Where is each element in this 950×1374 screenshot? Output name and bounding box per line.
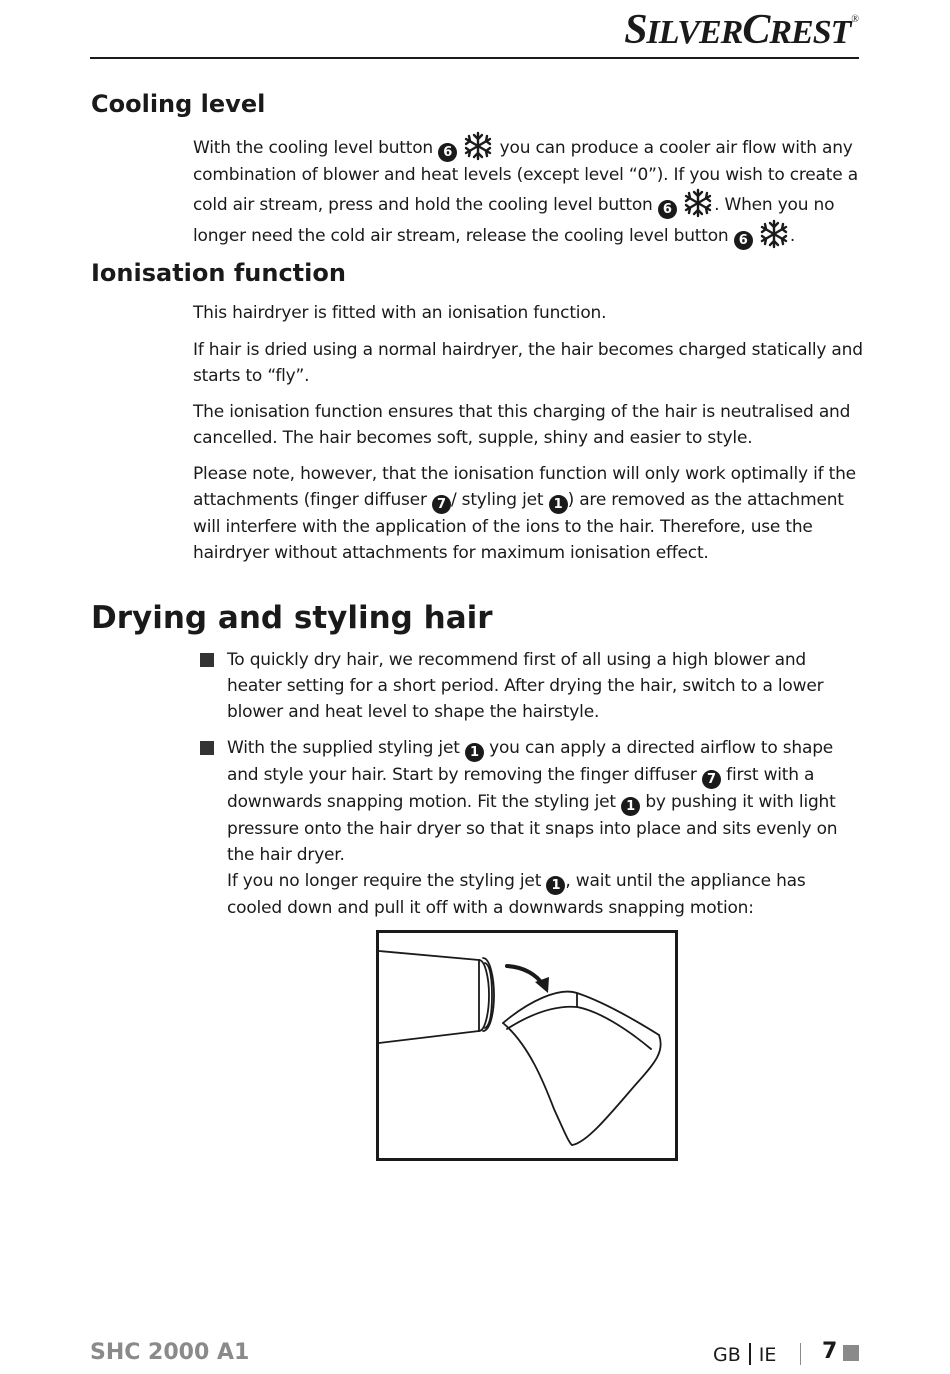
marker-1: 1 — [465, 743, 484, 762]
cooling-paragraph: With the cooling level button 6 you can produce a cooler air flow with any combination of blower and heat levels (except level “0”). If you wish to create a cold air stream, press and hold the cooling level button 6 . When you no longer need the cold air stream, release the cooling level button 6 . — [193, 131, 863, 250]
square-bullet-icon — [200, 741, 214, 755]
marker-6: 6 — [734, 231, 753, 250]
snowflake-icon — [758, 219, 790, 249]
marker-6: 6 — [438, 143, 457, 162]
marker-6: 6 — [658, 200, 677, 219]
snowflake-icon — [682, 188, 714, 218]
ionisation-heading: Ionisation function — [91, 259, 346, 287]
marker-1: 1 — [546, 876, 565, 895]
styling-jet-illustration — [376, 930, 678, 1161]
page-marker-square — [843, 1345, 859, 1361]
brand-logo: SILVERCREST® — [624, 7, 858, 53]
marker-7: 7 — [702, 770, 721, 789]
drying-heading: Drying and styling hair — [91, 600, 493, 636]
square-bullet-icon — [200, 653, 214, 667]
footer-divider — [800, 1343, 801, 1365]
list-item-text: With the supplied styling jet 1 you can apply a directed airflow to shape and style your hair. Start by removing the finger diffuser 7 first with a downwards snapping motion. Fit the styling jet 1 by pushing it with light pressure onto the hair dryer so that it snaps into place and sits evenly on the hair dryer. If you no longer require the styling jet 1 , wait until the appliance has cooled down and pull it off with a downwards snapping motion: — [227, 738, 838, 918]
list-item-text: To quickly dry hair, we recommend first of all using a high blower and heater setting for a short period. After drying the hair, switch to a lower blower and heat level to shape the hairstyle. — [227, 650, 824, 722]
marker-1: 1 — [621, 797, 640, 816]
marker-1: 1 — [549, 495, 568, 514]
language-codes: GB IE — [713, 1344, 777, 1366]
ionisation-paragraph-3: The ionisation function ensures that this charging of the hair is neutralised and cancelled. The hair becomes soft, supple, shiny and easier to style. — [193, 402, 851, 448]
cooling-heading: Cooling level — [91, 90, 266, 118]
list-item — [200, 647, 863, 725]
ionisation-paragraph-4: Please note, however, that the ionisation function will only work optimally if the attachments (finger diffuser 7 / styling jet 1 ) are removed as the attachment will interfere with the application of the ions to the hair. Therefore, use the hairdryer without attachments for maximum ionisation effect. — [193, 464, 856, 563]
header-rule — [90, 57, 859, 59]
ionisation-paragraph-1: This hairdryer is fitted with an ionisation function. — [193, 303, 607, 323]
marker-7: 7 — [432, 495, 451, 514]
snowflake-icon — [462, 131, 494, 161]
page-number: 7 — [822, 1339, 838, 1364]
list-item — [200, 735, 863, 921]
ionisation-paragraph-2: If hair is dried using a normal hairdryer, the hair becomes charged statically and starts to “fly”. — [193, 340, 863, 386]
model-number: SHC 2000 A1 — [90, 1340, 250, 1365]
hairdryer-attachment-drawing — [379, 933, 675, 1158]
